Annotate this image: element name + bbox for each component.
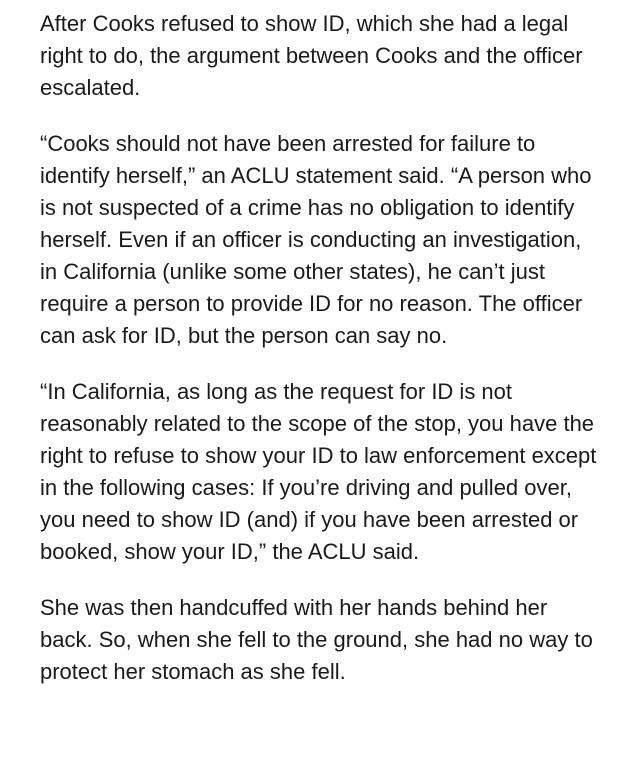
article-body (40, 8, 600, 712)
paragraph-1: After Cooks refused to show ID, which she had a legal right to do, the argument between Cooks and the officer escalated. (40, 11, 583, 100)
paragraph-4: She was then handcuffed with her hands behind her back. So, when she fell to the ground, she had no way to protect her stomach as she fell. (40, 595, 593, 684)
paragraph-3: “In California, as long as the request for ID is not reasonably related to the scope of the stop, you have the right to refuse to show your ID to law enforcement except in the following cases: If you’re driving and pulled over, you need to show ID (and) if you have been arrested or booked, show your ID,” the ACLU said. (40, 379, 597, 564)
paragraph-2: “Cooks should not have been arrested for failure to identify herself,” an ACLU statement said. “A person who is not suspected of a crime has no obligation to identify herself. Even if an officer is conducting an investigation, in California (unlike some other states), he can’t just require a person to provide ID for no reason. The officer can ask for ID, but the person can say no. (40, 131, 592, 348)
